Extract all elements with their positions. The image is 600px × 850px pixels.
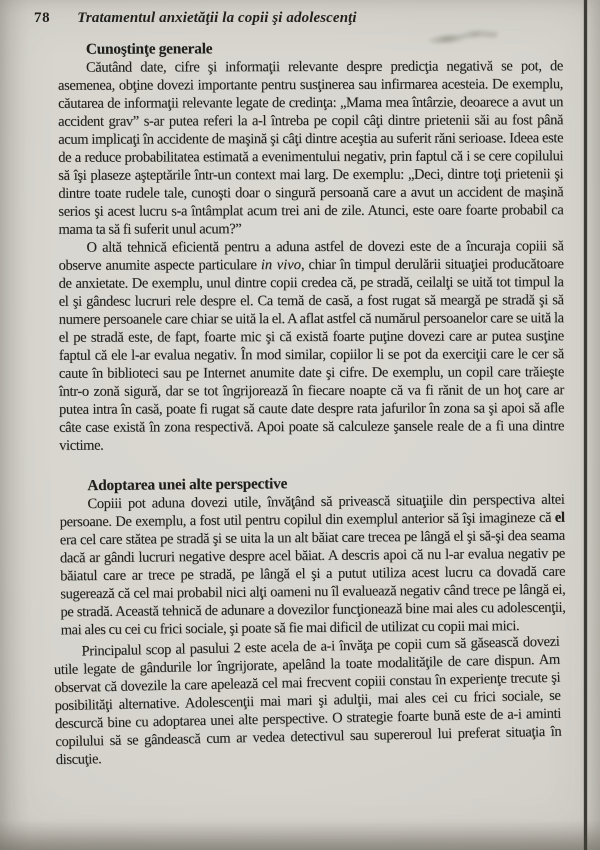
paragraph: O altă tehnică eficientă pentru a aduna astfel de dovezi este de a încuraja copiii să observe anumite aspecte particulare in vivo, chiar în timpul derulării situaţiei producătoare de anxietate. De exemplu, unul dintre copii credea că, pe stradă, ceilalţi se uită tot timpul la el şi gândesc lucruri rele despre el. Ca temă de casă, a fost rugat să meargă pe stradă şi să numere persoanele care chiar se uită la el. A aflat astfel că numărul persoanelor care se uită la el pe stradă este, de fapt, foarte mic şi că există foarte puţine dovezi care ar putea susţine faptul că ele l-ar evalua negativ. În mod similar, copiilor li se pot da exerciţii care le cer să caute în biblioteci sau pe Internet anumite date şi cifre. De exemplu, un copil care trăieşte într-o zonă sigură, dar se tot îngrijorează în fiecare noapte că va fi rănit de un hoţ care ar putea intra în casă, poate fi rugat să caute date despre rata jafurilor în zona sa şi apoi să afle câte case există în zona respectivă. Apoi poate să calculeze şansele reale de a fi una dintre victime. bbox=[58, 238, 565, 454]
page-content bbox=[53, 39, 566, 769]
paragraph: Copiii pot aduna dovezi utile, învăţând să privească situaţiile din perspectiva altei persoane. De exemplu, a fost util pentru copilul din exemplul anterior să îşi imagineze că el era cel care stătea pe stradă şi se uita la un alt băiat care trecea pe lângă el şi să-şi dea seama dacă ar gândi lucruri negative despre acel băiat. A descris apoi că nu l-ar evalua negativ pe băiatul care ar trece pe stradă, pe lângă el şi a putut utiliza acest lucru ca dovadă care sugerează că cel mai probabil nici alţi oameni nu îl evaluează negativ când trece pe lângă ei, pe stradă. Această tehnică de adunare a dovezilor funcţionează bine mai ales cu adolescenţii, mai ales cu cei cu frici sociale, şi poate să fie mai dificil de utilizat cu copii mai mici. bbox=[59, 491, 566, 639]
page-header bbox=[34, 9, 554, 27]
book-edge-line bbox=[584, 0, 587, 850]
section bbox=[53, 473, 567, 769]
running-title: Tratamentul anxietăţii la copii şi adolescenţi bbox=[77, 10, 357, 26]
section bbox=[58, 39, 564, 455]
page-number: 78 bbox=[34, 10, 51, 26]
section-heading: Adoptarea unei alte perspective bbox=[87, 475, 288, 495]
paragraph: Căutând date, cifre şi informaţii relevante despre predicţia negativă se pot, de asemenea, obţine dovezi importante pentru susţinerea sau infirmarea acesteia. De exemplu, căutarea de informaţii relevante legate de credinţa: „Mama mea întârzie, deoarece a avut un accident grav” s-ar putea referi la a-l întreba pe copil câţi dintre prietenii săi au fost până acum implicaţi în accidente de maşină şi câţi dintre aceştia au suferit răni serioase. Ideea este de a reduce probabilitatea estimată a evenimentului negativ, prin faptul că i se cere copilului să îşi plaseze aşteptările într-un context mai larg. De exemplu: „Deci, dintre toţi prietenii şi dintre toate rudele tale, cunoşti doar o singură persoană care a avut un accident de maşină serios şi acest lucru s-a întâmplat acum trei ani de zile. Atunci, este oare foarte probabil ca mama ta să fi suferit unul acum?” bbox=[57, 58, 564, 238]
section-heading: Cunoştinţe generale bbox=[85, 40, 213, 58]
paragraph: Principalul scop al pasului 2 este acela de a-i învăţa pe copii cum să găsească dovezi utile legate de gândurile lor îngrijorate, apelând la toate modalităţile de care dispun. Am observat că dovezile la care apelează cel mai frecvent copiii constau în experienţe trecute şi posibilităţi alternative. Adolescenţii mai mari şi adulţii, mai ales cei cu frici sociale, se descurcă bine cu adoptarea unei alte perspective. O strategie foarte bună este de a-i aminti copilului să se gândească cum ar vedea detectivul sau supereroul lui preferat situaţia în discuţie. bbox=[53, 633, 562, 769]
